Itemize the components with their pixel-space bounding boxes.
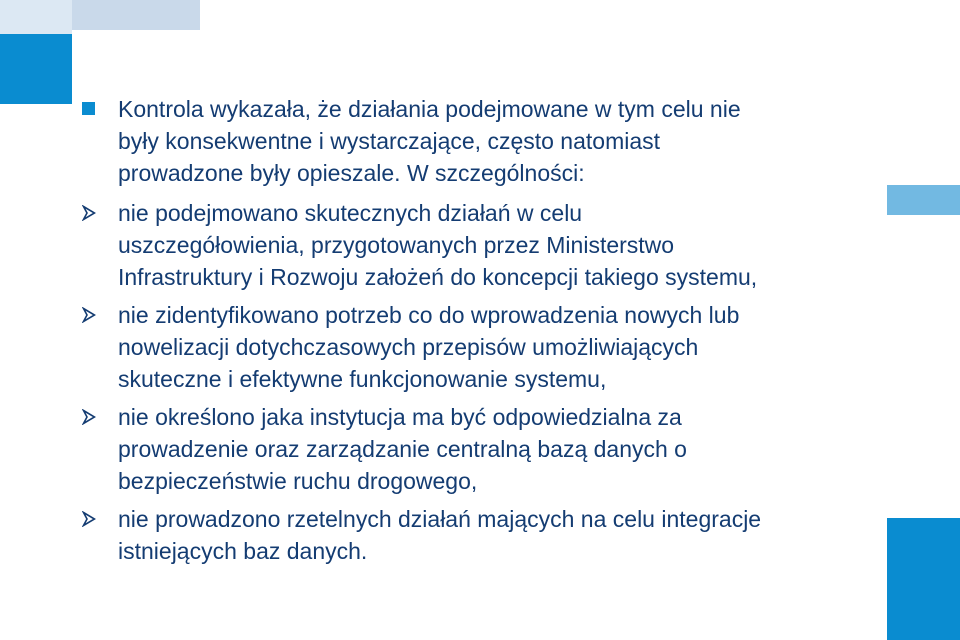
bullet-line: nowelizacji dotychczasowych przepisów umożliwiających [118,334,699,360]
bullet-line: uszczegółowienia, przygotowanych przez Ministerstwo [118,232,675,258]
bullet-line: nie podejmowano skutecznych działań w celu [118,200,583,226]
bullet-line: prowadzenie oraz zarządzanie centralną bazą danych o [118,436,687,462]
intro-line: były konsekwentne i wystarczające, często natomiast [118,128,661,154]
bullet-line: nie określono jaka instytucja ma być odpowiedzialna za [118,404,682,430]
bullet-item [82,197,882,293]
bullet-line: bezpieczeństwie ruchu drogowego, [118,468,478,494]
bullet-line: skuteczne i efektywne funkcjonowanie systemu, [118,366,607,392]
intro-line: Kontrola wykazała, że działania podejmowane w tym celu nie [118,96,741,122]
corner-decoration-light [72,0,200,30]
bullet-line: istniejących baz danych. [118,538,368,564]
bullet-item [82,299,882,395]
square-bullet-icon [82,102,95,115]
bullet-line: nie prowadzono rzetelnych działań mających na celu integracje [118,506,762,532]
bullet-item [82,401,882,497]
slide-content [82,93,882,573]
arrow-bullet-icon [82,511,96,527]
corner-decoration-blue [0,34,72,104]
intro-paragraph [82,93,882,189]
side-decoration-light [887,185,960,215]
arrow-bullet-icon [82,409,96,425]
bullet-line: Infrastruktury i Rozwoju założeń do koncepcji takiego systemu, [118,264,758,290]
bullet-item [82,503,882,567]
arrow-bullet-icon [82,307,96,323]
arrow-bullet-icon [82,205,96,221]
bullet-line: nie zidentyfikowano potrzeb co do wprowadzenia nowych lub [118,302,740,328]
side-decoration-blue [887,518,960,640]
corner-decoration-pale [0,0,72,34]
intro-line: prowadzone były opieszale. W szczególności: [118,160,585,186]
